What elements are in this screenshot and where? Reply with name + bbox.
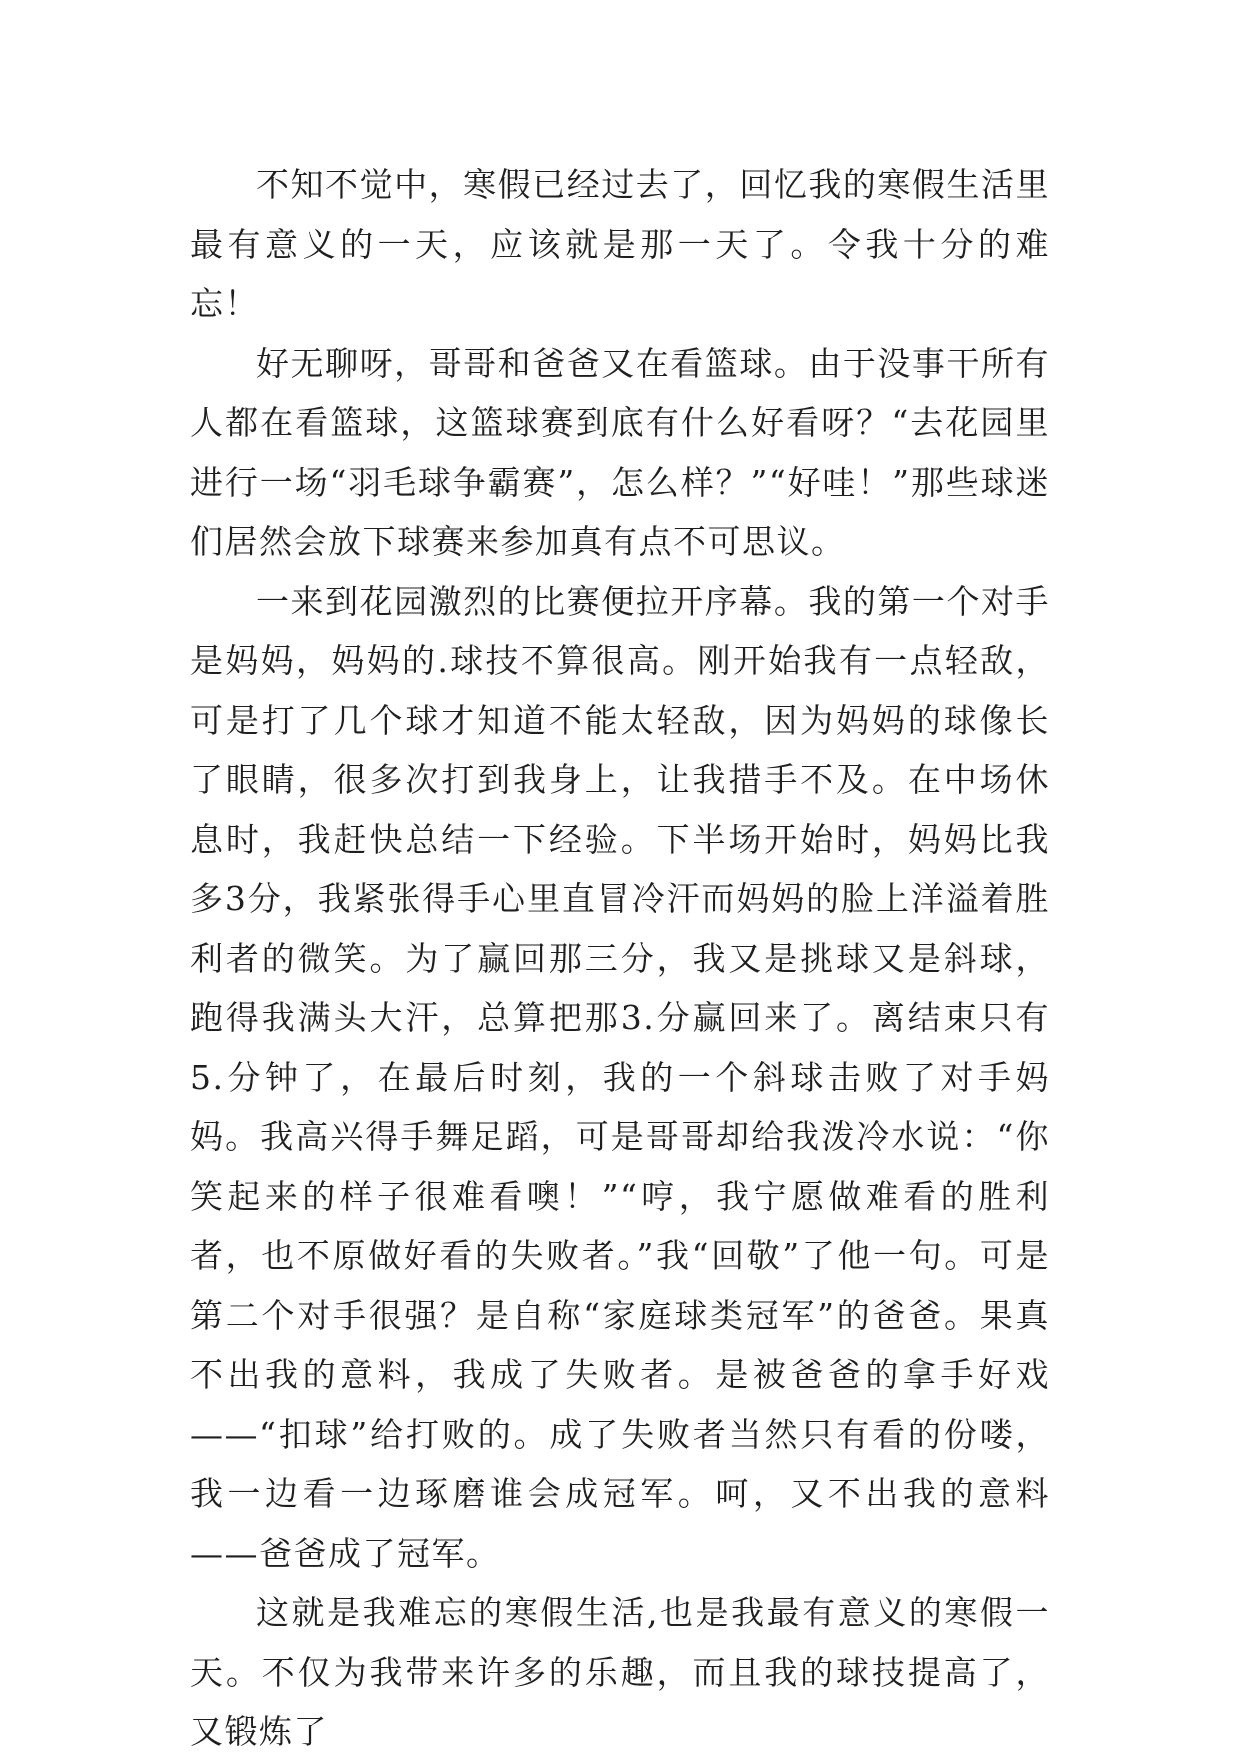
paragraph-intro: 不知不觉中，寒假已经过去了，回忆我的寒假生活里最有意义的一天，应该就是那一天了。令我十分的难忘！ bbox=[190, 165, 1050, 323]
paragraph-boredom: 好无聊呀，哥哥和爸爸又在看篮球。由于没事干所有人都在看篮球，这篮球赛到底有什么好看呀？“去花园里进行一场“羽毛球争霸赛”，怎么样？”“好哇！”那些球迷们居然会放下球赛来参加真有点不可思议。 bbox=[190, 343, 1050, 561]
paragraph-conclusion: 这就是我难忘的寒假生活,也是我最有意义的寒假一天。不仅为我带来许多的乐趣，而且我的球技提高了，又锻炼了 bbox=[190, 1593, 1050, 1751]
essay-body bbox=[190, 155, 1050, 1762]
paragraph-match: 一来到花园激烈的比赛便拉开序幕。我的第一个对手是妈妈，妈妈的.球技不算很高。刚开始我有一点轻敌，可是打了几个球才知道不能太轻敌，因为妈妈的球像长了眼睛，很多次打到我身上，让我措手不及。在中场休息时，我赶快总结一下经验。下半场开始时，妈妈比我多3分，我紧张得手心里直冒冷汗而妈妈的脸上洋溢着胜利者的微笑。为了赢回那三分，我又是挑球又是斜球，跑得我满头大汗，总算把那3.分赢回来了。离结束只有5.分钟了，在最后时刻，我的一个斜球击败了对手妈妈。我高兴得手舞足蹈，可是哥哥却给我泼冷水说：“你笑起来的样子很难看噢！”“哼，我宁愿做难看的胜利者，也不原做好看的失败者。”我“回敬”了他一句。可是第二个对手很强？是自称“家庭球类冠军”的爸爸。果真不出我的意料，我成了失败者。是被爸爸的拿手好戏——“扣球”给打败的。成了失败者当然只有看的份喽，我一边看一边琢磨谁会成冠军。呵，又不出我的意料——爸爸成了冠军。 bbox=[190, 581, 1050, 1573]
